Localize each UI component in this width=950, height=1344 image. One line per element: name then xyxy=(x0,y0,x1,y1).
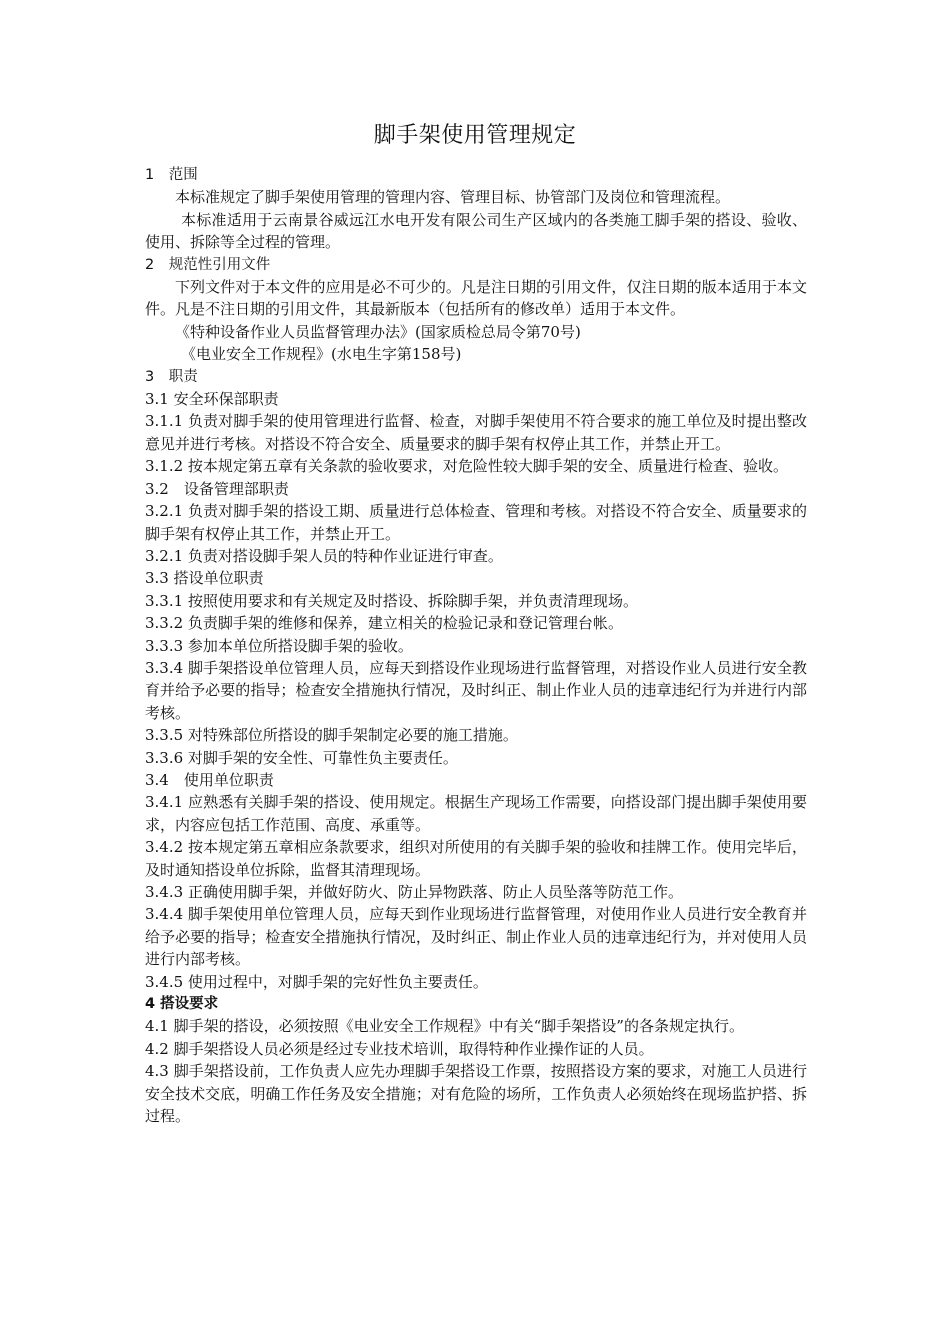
paragraph: 3.2.1 负责对搭设脚手架人员的特种作业证进行审查。 xyxy=(145,546,503,565)
paragraph: 3.1.2 按本规定第五章有关条款的验收要求，对危险性较大脚手架的安全、质量进行检查、验收。 xyxy=(145,457,788,476)
section-heading: 2 规范性引用文件 xyxy=(145,256,271,273)
paragraph: 本标准规定了脚手架使用管理的管理内容、管理目标、协管部门及岗位和管理流程。 xyxy=(175,188,731,207)
paragraph: 3.3.3 参加本单位所搭设脚手架的验收。 xyxy=(145,636,413,655)
paragraph: 3.3.5 对特殊部位所搭设的脚手架制定必要的施工措施。 xyxy=(145,726,518,745)
paragraph: 3.3.1 按照使用要求和有关规定及时搭设、拆除脚手架，并负责清理现场。 xyxy=(145,591,638,610)
paragraph: 4.2 脚手架搭设人员必须是经过专业技术培训，取得特种作业操作证的人员。 xyxy=(145,1039,654,1058)
paragraph: 3.4 使用单位职责 xyxy=(145,770,274,789)
paragraph: 3.3.2 负责脚手架的维修和保养，建立相关的检验记录和登记管理台帐。 xyxy=(145,614,623,633)
paragraph: 3.4.3 正确使用脚手架，并做好防火、防止异物跌落、防止人员坠落等防范工作。 xyxy=(145,883,683,901)
paragraph: 3.4.5 使用过程中，对脚手架的完好性负主要责任。 xyxy=(145,972,488,991)
paragraph: 3.4.4 脚手架使用单位管理人员，应每天到作业现场进行监督管理，对使用作业人员进行安全教育并给予必要的指导；检查安全措施执行情况，及时纠正、制止作业人员的违章违纪行为，并对使用人员进行内部考核。 xyxy=(145,905,807,969)
section-heading: 4 搭设要求 xyxy=(145,996,219,1013)
paragraph: 3.3.4 脚手架搭设单位管理人员，应每天到搭设作业现场进行监督管理，对搭设作业人员进行安全教育并给予必要的指导；检查安全措施执行情况，及时纠正、制止作业人员的违章违纪行为并进行内部考核。 xyxy=(145,658,807,722)
paragraph: 4.1 脚手架的搭设，必须按照《电业安全工作规程》中有关“脚手架搭设”的各条规定执行。 xyxy=(145,1017,744,1036)
paragraph: 《特种设备作业人员监督管理办法》(国家质检总局令第70号) xyxy=(175,322,581,341)
document-title: 脚手架使用管理规定 xyxy=(373,123,577,148)
paragraph: 3.3 搭设单位职责 xyxy=(145,569,264,588)
paragraph: 本标准适用于云南景谷威远江水电开发有限公司生产区域内的各类施工脚手架的搭设、验收、使用、拆除等全过程的管理。 xyxy=(145,210,807,252)
section-heading: 1 范围 xyxy=(145,167,198,183)
paragraph: 3.2 设备管理部职责 xyxy=(145,479,289,498)
paragraph: 3.3.6 对脚手架的安全性、可靠性负主要责任。 xyxy=(145,748,458,767)
paragraph: 3.1 安全环保部职责 xyxy=(145,390,279,409)
section-heading: 3 职责 xyxy=(145,368,198,385)
paragraph: 3.4.2 按本规定第五章相应条款要求，组织对所使用的有关脚手架的验收和挂牌工作。使用完毕后，及时通知搭设单位拆除，监督其清理现场。 xyxy=(145,838,807,879)
paragraph: 《电业安全工作规程》(水电生字第158号) xyxy=(181,345,462,364)
paragraph: 下列文件对于本文件的应用是必不可少的。凡是注日期的引用文件，仅注日期的版本适用于本文件。凡是不注日期的引用文件，其最新版本（包括所有的修改单）适用于本文件。 xyxy=(145,278,807,319)
paragraph: 4.3 脚手架搭设前，工作负责人应先办理脚手架搭设工作票，按照搭设方案的要求，对施工人员进行安全技术交底，明确工作任务及安全措施；对有危险的场所，工作负责人必须始终在现场监护搭、拆过程。 xyxy=(145,1062,807,1126)
document-body xyxy=(145,164,807,1127)
paragraph: 3.1.1 负责对脚手架的使用管理进行监督、检查，对脚手架使用不符合要求的施工单位及时提出整改意见并进行考核。对搭设不符合安全、质量要求的脚手架有权停止其工作，并禁止开工。 xyxy=(145,412,807,453)
paragraph: 3.2.1 负责对脚手架的搭设工期、质量进行总体检查、管理和考核。对搭设不符合安全、质量要求的脚手架有权停止其工作，并禁止开工。 xyxy=(145,502,807,543)
paragraph: 3.4.1 应熟悉有关脚手架的搭设、使用规定。根据生产现场工作需要，向搭设部门提出脚手架使用要求，内容应包括工作范围、高度、承重等。 xyxy=(145,793,807,834)
